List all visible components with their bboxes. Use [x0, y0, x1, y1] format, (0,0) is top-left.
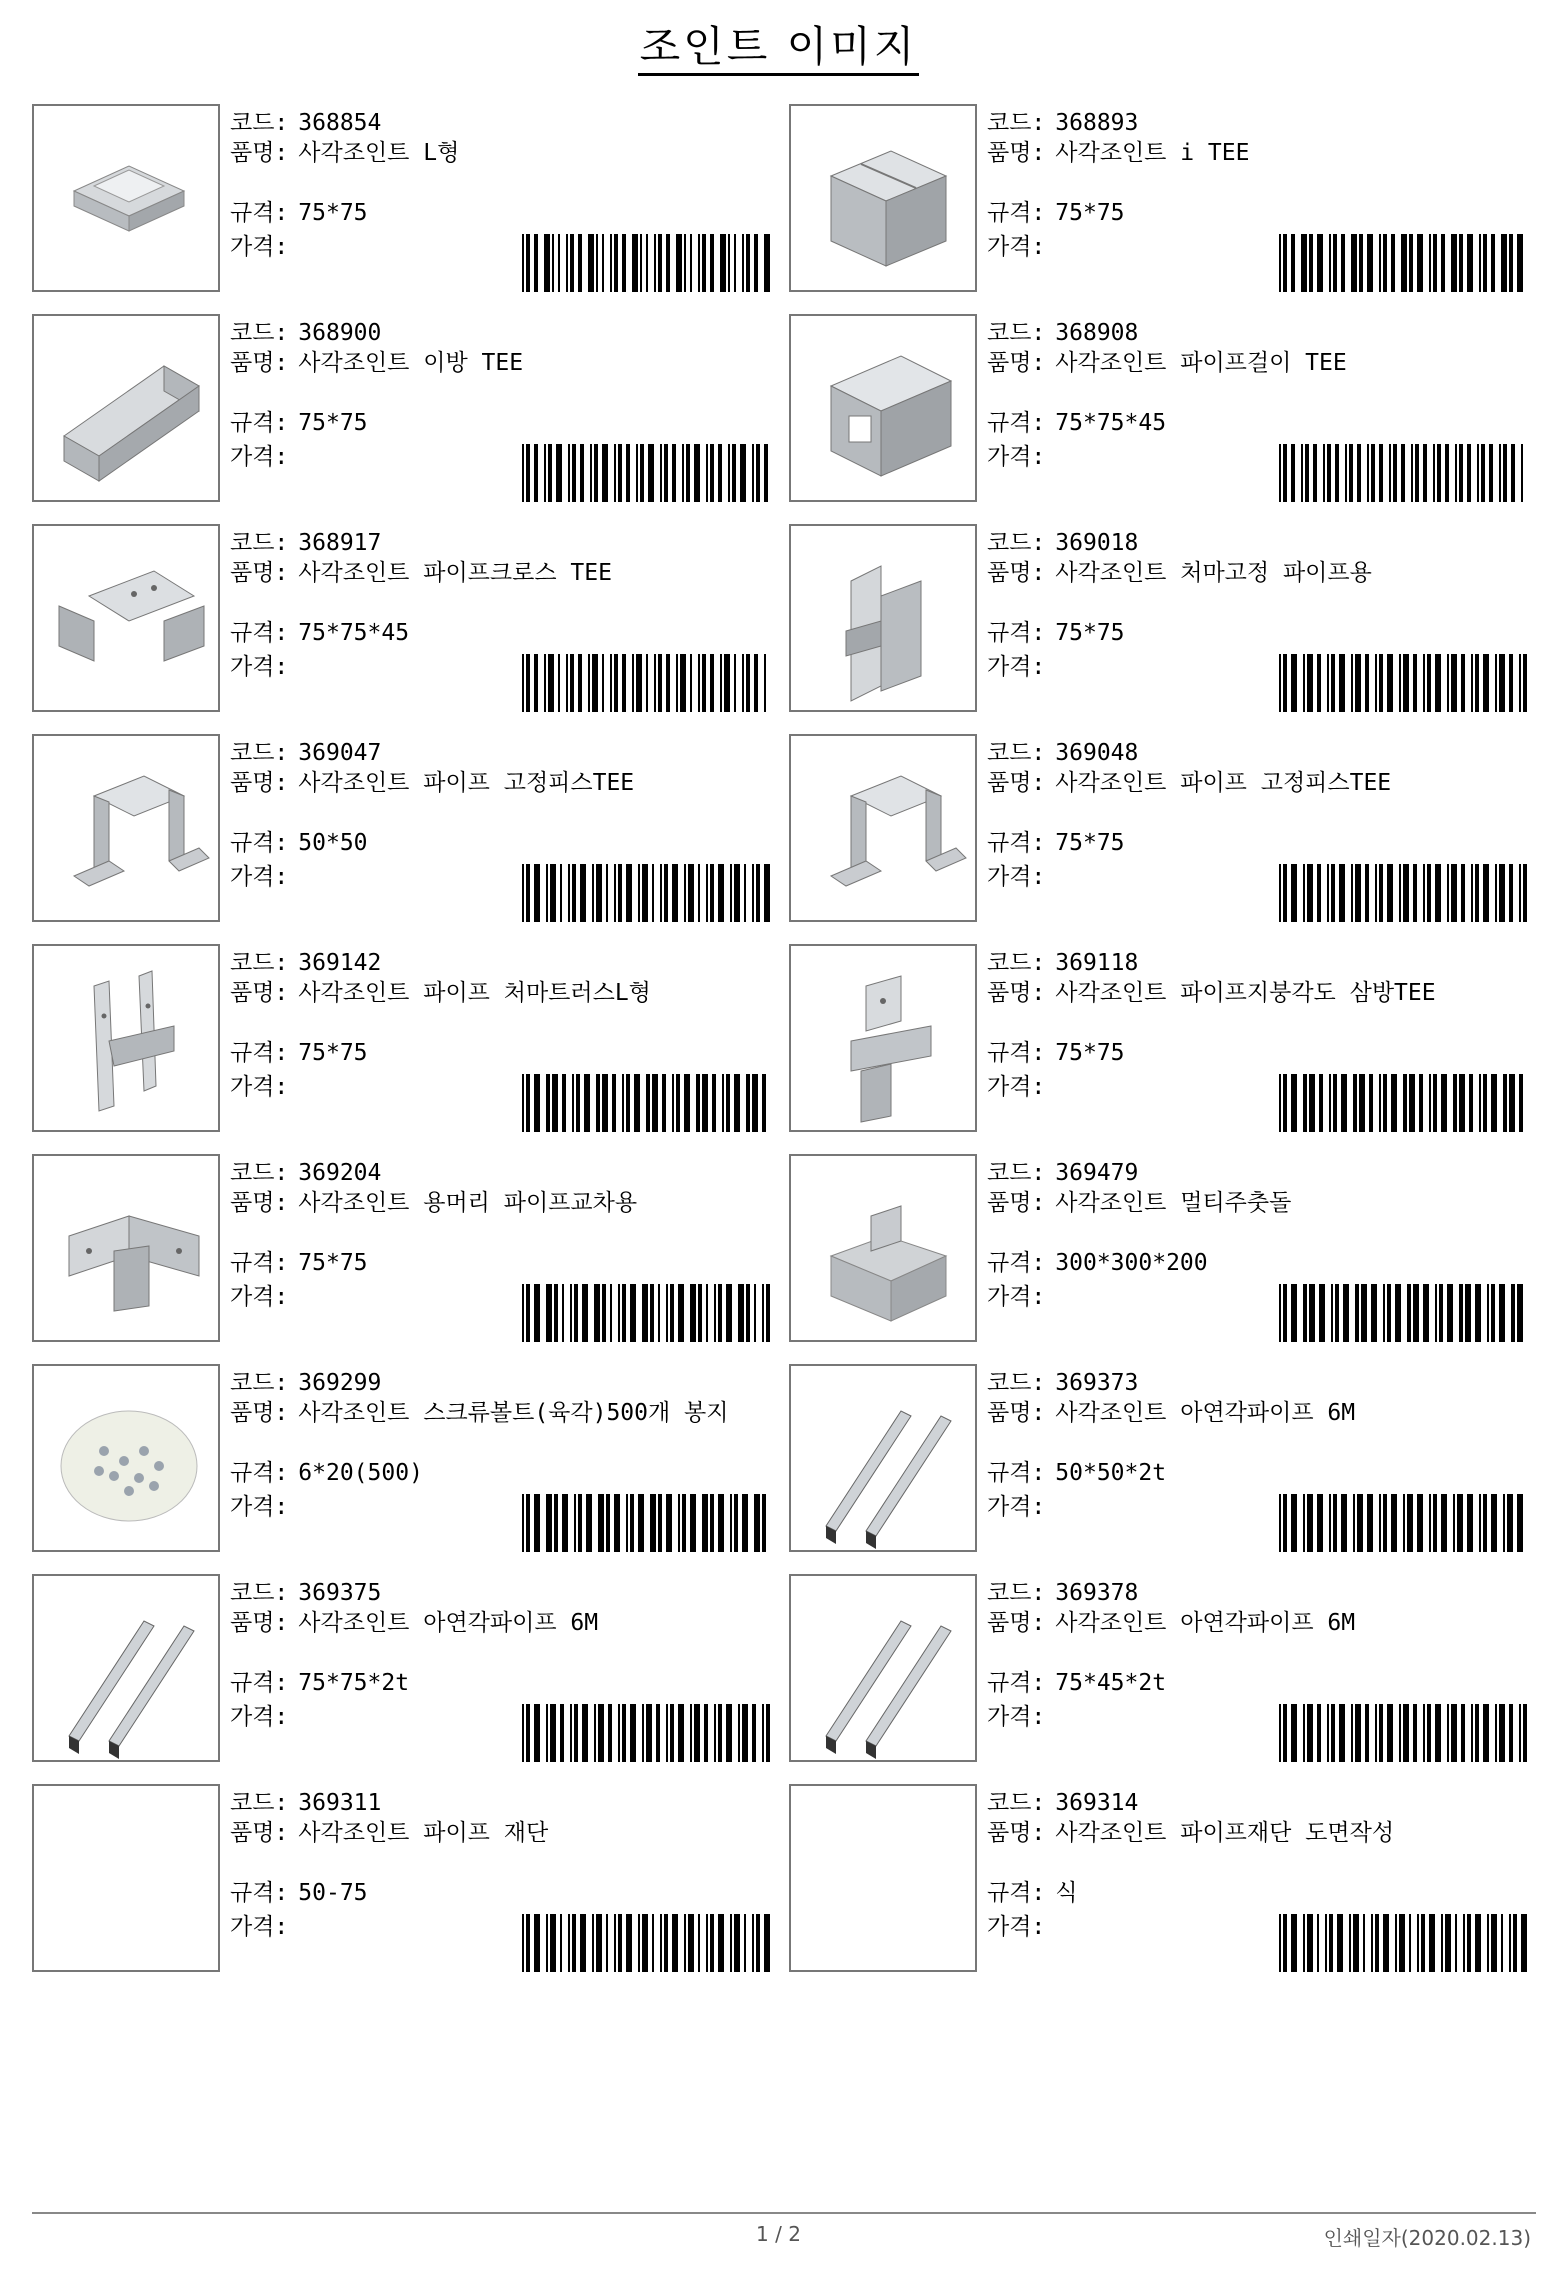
- price-label: 가격:: [987, 1284, 1046, 1310]
- product-spec: 75*75: [298, 1250, 368, 1276]
- product-spec-row: [987, 1668, 1166, 1698]
- product-card: [32, 734, 782, 924]
- product-price-row: [987, 1282, 1055, 1312]
- spec-label: 규격:: [987, 1880, 1046, 1906]
- product-code: 368900: [298, 320, 382, 346]
- product-price-row: [987, 1912, 1055, 1942]
- price-label: 가격:: [987, 234, 1046, 260]
- product-code-row: [987, 738, 1138, 768]
- product-name-row: [230, 768, 770, 798]
- product-name: 사각조인트 파이프 고정피스TEE: [298, 770, 635, 796]
- product-code: 369373: [1055, 1370, 1139, 1396]
- product-card: [32, 944, 782, 1134]
- u-bracket-icon: [791, 736, 977, 922]
- name-label: 품명:: [987, 770, 1046, 796]
- square-pipe-icon: [34, 1576, 220, 1762]
- product-name-row: [230, 978, 770, 1008]
- name-label: 품명:: [987, 980, 1046, 1006]
- spec-label: 규격:: [230, 200, 289, 226]
- barcode: [1279, 1704, 1529, 1762]
- spec-label: 규격:: [987, 1670, 1046, 1696]
- product-name: 사각조인트 i TEE: [1055, 140, 1250, 166]
- product-code: 369311: [298, 1790, 382, 1816]
- product-spec: 75*75: [1055, 830, 1125, 856]
- product-spec-row: [230, 408, 368, 438]
- code-label: 코드:: [987, 1370, 1046, 1396]
- product-code-row: [987, 108, 1138, 138]
- product-price-row: [987, 1702, 1055, 1732]
- product-spec: 75*75: [1055, 1040, 1125, 1066]
- square-pipe-icon: [791, 1576, 977, 1762]
- product-price-row: [230, 652, 298, 682]
- spec-label: 규격:: [987, 830, 1046, 856]
- product-spec-row: [987, 1458, 1166, 1488]
- barcode: [1279, 1914, 1529, 1972]
- code-label: 코드:: [230, 740, 289, 766]
- product-price-row: [230, 862, 298, 892]
- code-label: 코드:: [987, 950, 1046, 976]
- product-code: 369142: [298, 950, 382, 976]
- product-code-row: [230, 738, 381, 768]
- spec-label: 규격:: [230, 410, 289, 436]
- product-spec: 75*75: [298, 200, 368, 226]
- product-card: [789, 1574, 1539, 1764]
- product-price-row: [987, 862, 1055, 892]
- product-code: 369048: [1055, 740, 1139, 766]
- product-spec: 50*50*2t: [1055, 1460, 1167, 1486]
- code-label: 코드:: [987, 110, 1046, 136]
- spec-label: 규격:: [230, 1670, 289, 1696]
- product-spec: 300*300*200: [1055, 1250, 1208, 1276]
- product-spec-row: [230, 828, 368, 858]
- product-name: 사각조인트 스크류볼트(육각)500개 봉지: [298, 1400, 729, 1426]
- product-image: [789, 524, 977, 712]
- eave-bracket-icon: [791, 526, 977, 712]
- product-name-row: [987, 1818, 1527, 1848]
- product-code: 369047: [298, 740, 382, 766]
- product-code-row: [987, 948, 1138, 978]
- name-label: 품명:: [987, 140, 1046, 166]
- product-code-row: [230, 528, 381, 558]
- product-card: [32, 104, 782, 294]
- product-spec: 50-75: [298, 1880, 368, 1906]
- product-code-row: [230, 1158, 381, 1188]
- code-label: 코드:: [987, 740, 1046, 766]
- product-name-row: [987, 1398, 1527, 1428]
- product-card: [32, 524, 782, 714]
- price-label: 가격:: [230, 1914, 289, 1940]
- product-price-row: [230, 1492, 298, 1522]
- product-name-row: [230, 1398, 770, 1428]
- ridge-cross-icon: [34, 1156, 220, 1342]
- product-code-row: [987, 1578, 1138, 1608]
- product-spec-row: [987, 198, 1125, 228]
- product-code-row: [230, 318, 381, 348]
- product-card: [789, 104, 1539, 294]
- code-label: 코드:: [230, 110, 289, 136]
- product-image: [789, 314, 977, 502]
- price-label: 가격:: [230, 654, 289, 680]
- product-code-row: [230, 108, 381, 138]
- product-code-row: [987, 1788, 1138, 1818]
- barcode: [522, 1074, 772, 1132]
- name-label: 품명:: [987, 1610, 1046, 1636]
- product-image: [789, 734, 977, 922]
- name-label: 품명:: [230, 1820, 289, 1846]
- product-spec-row: [230, 1248, 368, 1278]
- product-code-row: [987, 318, 1138, 348]
- code-label: 코드:: [987, 1580, 1046, 1606]
- price-label: 가격:: [987, 654, 1046, 680]
- product-code: 368893: [1055, 110, 1139, 136]
- page-title: 조인트 이미지: [0, 14, 1557, 74]
- spec-label: 규격:: [987, 1040, 1046, 1066]
- product-spec: 75*75*45: [298, 620, 410, 646]
- price-label: 가격:: [230, 1494, 289, 1520]
- product-spec: 50*50: [298, 830, 368, 856]
- product-code: 368908: [1055, 320, 1139, 346]
- product-code-row: [987, 528, 1138, 558]
- product-code-row: [230, 1578, 381, 1608]
- product-code-row: [230, 1368, 381, 1398]
- product-name-row: [230, 1608, 770, 1638]
- product-card: [789, 314, 1539, 504]
- product-price-row: [987, 1492, 1055, 1522]
- name-label: 품명:: [230, 350, 289, 376]
- price-label: 가격:: [230, 1074, 289, 1100]
- product-code: 369375: [298, 1580, 382, 1606]
- product-name-row: [230, 348, 770, 378]
- page-number: 1 / 2: [756, 2222, 801, 2246]
- product-code: 369299: [298, 1370, 382, 1396]
- price-label: 가격:: [230, 1284, 289, 1310]
- square-pipe-icon: [791, 1366, 977, 1552]
- product-price-row: [987, 1072, 1055, 1102]
- product-name-row: [987, 138, 1527, 168]
- print-date: 인쇄일자(2020.02.13): [1323, 2226, 1531, 2250]
- spec-label: 규격:: [987, 1250, 1046, 1276]
- truss-plate-icon: [34, 946, 220, 1132]
- product-name-row: [230, 138, 770, 168]
- name-label: 품명:: [230, 1610, 289, 1636]
- barcode: [1279, 1494, 1529, 1552]
- product-name: 사각조인트 용머리 파이프교차용: [298, 1190, 638, 1216]
- product-name: 사각조인트 파이프지붕각도 삼방TEE: [1055, 980, 1436, 1006]
- product-price-row: [987, 232, 1055, 262]
- barcode: [1279, 1284, 1529, 1342]
- product-code-row: [230, 948, 381, 978]
- product-card: [32, 314, 782, 504]
- product-name: 사각조인트 파이프 재단: [298, 1820, 549, 1846]
- l-joint-icon: [34, 106, 220, 292]
- spec-label: 규격:: [230, 1880, 289, 1906]
- product-name: 사각조인트 파이프 처마트러스L형: [298, 980, 651, 1006]
- spec-label: 규격:: [987, 410, 1046, 436]
- name-label: 품명:: [230, 560, 289, 586]
- product-price-row: [230, 1282, 298, 1312]
- price-label: 가격:: [987, 1914, 1046, 1940]
- barcode: [522, 234, 772, 292]
- product-card: [789, 1364, 1539, 1554]
- product-spec: 75*75: [298, 410, 368, 436]
- name-label: 품명:: [230, 1190, 289, 1216]
- code-label: 코드:: [987, 1790, 1046, 1816]
- barcode: [1279, 1074, 1529, 1132]
- product-image: [789, 1154, 977, 1342]
- product-spec-row: [230, 1458, 423, 1488]
- two-way-tee-icon: [34, 316, 220, 502]
- code-label: 코드:: [230, 950, 289, 976]
- product-name: 사각조인트 L형: [298, 140, 460, 166]
- product-card: [32, 1784, 782, 1974]
- pipe-hanger-tee-icon: [791, 316, 977, 502]
- product-name-row: [987, 1608, 1527, 1638]
- product-image: [789, 104, 977, 292]
- barcode: [522, 654, 772, 712]
- product-spec-row: [230, 1038, 368, 1068]
- name-label: 품명:: [987, 1820, 1046, 1846]
- product-card: [789, 1784, 1539, 1974]
- code-label: 코드:: [230, 320, 289, 346]
- product-image: [32, 524, 220, 712]
- name-label: 품명:: [987, 350, 1046, 376]
- foundation-block-icon: [791, 1156, 977, 1342]
- product-image: [32, 1574, 220, 1762]
- product-image: [32, 1364, 220, 1552]
- product-card: [32, 1364, 782, 1554]
- price-label: 가격:: [987, 1074, 1046, 1100]
- product-code-row: [987, 1368, 1138, 1398]
- product-card: [789, 734, 1539, 924]
- footer-divider: [32, 2212, 1536, 2214]
- product-spec-row: [987, 618, 1125, 648]
- price-label: 가격:: [230, 864, 289, 890]
- product-image: [32, 104, 220, 292]
- spec-label: 규격:: [230, 1040, 289, 1066]
- barcode: [1279, 864, 1529, 922]
- name-label: 품명:: [987, 560, 1046, 586]
- product-name-row: [987, 1188, 1527, 1218]
- product-spec-row: [987, 1038, 1125, 1068]
- product-spec: 식: [1055, 1880, 1078, 1906]
- barcode: [522, 864, 772, 922]
- product-price-row: [230, 442, 298, 472]
- product-price-row: [230, 1072, 298, 1102]
- price-label: 가격:: [230, 234, 289, 260]
- product-spec-row: [987, 1878, 1078, 1908]
- barcode: [522, 1284, 772, 1342]
- product-spec: 75*75: [1055, 620, 1125, 646]
- price-label: 가격:: [987, 864, 1046, 890]
- product-name: 사각조인트 파이프걸이 TEE: [1055, 350, 1347, 376]
- product-name-row: [987, 978, 1527, 1008]
- product-price-row: [230, 232, 298, 262]
- code-label: 코드:: [230, 1160, 289, 1186]
- u-bracket-icon: [34, 736, 220, 922]
- product-spec: 75*75*45: [1055, 410, 1167, 436]
- product-name: 사각조인트 이방 TEE: [298, 350, 524, 376]
- code-label: 코드:: [987, 530, 1046, 556]
- code-label: 코드:: [987, 320, 1046, 346]
- barcode: [522, 1704, 772, 1762]
- product-code: 368917: [298, 530, 382, 556]
- product-spec-row: [230, 198, 368, 228]
- product-name-row: [230, 558, 770, 588]
- product-code: 369204: [298, 1160, 382, 1186]
- product-code: 369314: [1055, 1790, 1139, 1816]
- product-spec: 75*45*2t: [1055, 1670, 1167, 1696]
- product-spec-row: [987, 408, 1166, 438]
- product-name-row: [987, 558, 1527, 588]
- product-name-row: [230, 1818, 770, 1848]
- spec-label: 규격:: [230, 1460, 289, 1486]
- price-label: 가격:: [987, 1704, 1046, 1730]
- product-spec-row: [230, 1668, 409, 1698]
- spec-label: 규격:: [987, 200, 1046, 226]
- product-code-row: [987, 1158, 1138, 1188]
- product-image: [789, 1574, 977, 1762]
- product-price-row: [987, 442, 1055, 472]
- product-code: 369479: [1055, 1160, 1139, 1186]
- product-name: 사각조인트 처마고정 파이프용: [1055, 560, 1372, 586]
- barcode: [1279, 444, 1529, 502]
- barcode: [522, 1494, 772, 1552]
- product-card: [789, 1154, 1539, 1344]
- price-label: 가격:: [230, 444, 289, 470]
- product-code: 369118: [1055, 950, 1139, 976]
- product-spec: 6*20(500): [298, 1460, 423, 1486]
- product-card: [32, 1574, 782, 1764]
- product-price-row: [230, 1912, 298, 1942]
- product-image: [789, 1784, 977, 1972]
- code-label: 코드:: [230, 1580, 289, 1606]
- roof-angle-tee-icon: [791, 946, 977, 1132]
- product-spec: 75*75: [298, 1040, 368, 1066]
- product-card: [789, 524, 1539, 714]
- product-name-row: [987, 768, 1527, 798]
- name-label: 품명:: [230, 770, 289, 796]
- product-name: 사각조인트 아연각파이프 6M: [1055, 1400, 1356, 1426]
- product-price-row: [987, 652, 1055, 682]
- product-code-row: [230, 1788, 381, 1818]
- code-label: 코드:: [230, 1790, 289, 1816]
- screw-bag-icon: [34, 1366, 220, 1552]
- product-name: 사각조인트 파이프재단 도면작성: [1055, 1820, 1395, 1846]
- product-name: 사각조인트 아연각파이프 6M: [1055, 1610, 1356, 1636]
- price-label: 가격:: [987, 444, 1046, 470]
- barcode: [1279, 654, 1529, 712]
- spec-label: 규격:: [230, 830, 289, 856]
- product-name-row: [230, 1188, 770, 1218]
- product-image: [789, 944, 977, 1132]
- product-image: [32, 944, 220, 1132]
- product-name: 사각조인트 아연각파이프 6M: [298, 1610, 599, 1636]
- name-label: 품명:: [987, 1190, 1046, 1216]
- product-spec-row: [987, 828, 1125, 858]
- name-label: 품명:: [230, 980, 289, 1006]
- code-label: 코드:: [230, 530, 289, 556]
- price-label: 가격:: [230, 1704, 289, 1730]
- product-code: 369378: [1055, 1580, 1139, 1606]
- product-spec-row: [987, 1248, 1208, 1278]
- price-label: 가격:: [987, 1494, 1046, 1520]
- spec-label: 규격:: [987, 620, 1046, 646]
- product-spec-row: [230, 1878, 368, 1908]
- product-name: 사각조인트 파이프크로스 TEE: [298, 560, 612, 586]
- product-price-row: [230, 1702, 298, 1732]
- product-spec: 75*75*2t: [298, 1670, 410, 1696]
- spec-label: 규격:: [987, 1460, 1046, 1486]
- product-image: [789, 1364, 977, 1552]
- name-label: 품명:: [230, 140, 289, 166]
- spec-label: 규격:: [230, 1250, 289, 1276]
- product-name-row: [987, 348, 1527, 378]
- code-label: 코드:: [230, 1370, 289, 1396]
- pipe-cross-tee-icon: [34, 526, 220, 712]
- product-image: [32, 1154, 220, 1342]
- name-label: 품명:: [230, 1400, 289, 1426]
- name-label: 품명:: [987, 1400, 1046, 1426]
- barcode: [522, 1914, 772, 1972]
- product-name: 사각조인트 파이프 고정피스TEE: [1055, 770, 1392, 796]
- product-spec-row: [230, 618, 409, 648]
- barcode: [1279, 234, 1529, 292]
- product-code: 368854: [298, 110, 382, 136]
- product-card: [789, 944, 1539, 1134]
- i-tee-joint-icon: [791, 106, 977, 292]
- product-image: [32, 314, 220, 502]
- product-code: 369018: [1055, 530, 1139, 556]
- product-name: 사각조인트 멀티주춧돌: [1055, 1190, 1292, 1216]
- barcode: [522, 444, 772, 502]
- product-spec: 75*75: [1055, 200, 1125, 226]
- product-image: [32, 1784, 220, 1972]
- spec-label: 규격:: [230, 620, 289, 646]
- code-label: 코드:: [987, 1160, 1046, 1186]
- product-card: [32, 1154, 782, 1344]
- product-image: [32, 734, 220, 922]
